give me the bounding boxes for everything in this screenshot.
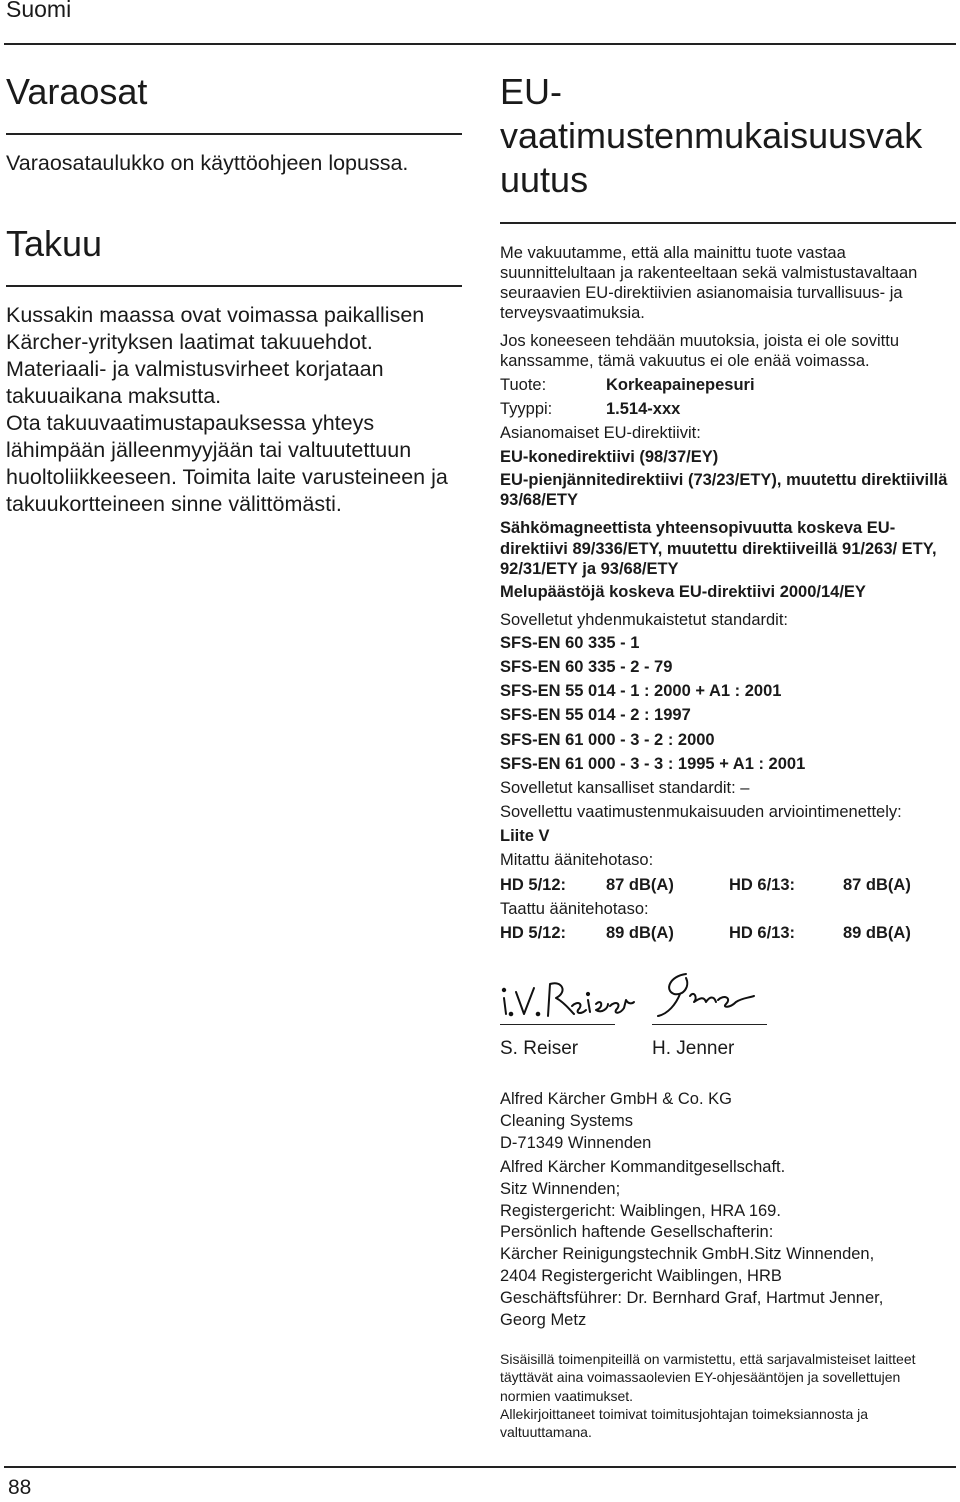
page-number: 88 <box>8 1476 32 1499</box>
standard-item: SFS-EN 55 014 - 2 : 1997 <box>500 706 691 724</box>
signature-line-2 <box>652 1024 767 1025</box>
declaration-intro: Me vakuutamme, että alla mainittu tuote vastaa suunnittelultaan ja rakenteeltaan sekä valmistustavaltaan seuraavien EU-direktiivien asianomaisia turvallisuus- ja terveysvaatimuksia. <box>500 244 918 322</box>
measured-label: Mitattu äänitehotaso: <box>500 851 654 869</box>
declaration-title: EU- vaatimustenmukaisuusvak uutus <box>500 71 923 200</box>
warranty-rule <box>6 285 462 287</box>
directive-emc: Sähkömagneettista yhteensopivuutta koskeva EU-direktiivi 89/336/ETY, muutettu direktiiveillä 91/263/ ETY, 92/31/ETY ja 93/68/ETY <box>500 519 937 578</box>
product-label: Tuote: <box>500 376 547 394</box>
spares-rule <box>6 133 462 135</box>
directive-machinery: EU-konedirektiivi (98/37/EY) <box>500 448 719 466</box>
standard-item: SFS-EN 60 335 - 2 - 79 <box>500 658 673 676</box>
national-standards: Sovelletut kansalliset standardit: – <box>500 779 750 797</box>
directive-noise: Melupäästöjä koskeva EU-direktiivi 2000/14/EY <box>500 583 866 601</box>
footer-rule <box>4 1466 956 1468</box>
product-value: Korkeapainepesuri <box>606 376 755 394</box>
declaration-validity: Jos koneeseen tehdään muutoksia, joista ei ole sovittu kanssamme, tämä vakuutus ei ole enää voimassa. <box>500 332 899 370</box>
measured-row: HD 5/12: 87 dB(A) HD 6/13: 87 dB(A) <box>500 876 911 894</box>
header-rule <box>4 43 956 45</box>
standard-item: SFS-EN 61 000 - 3 - 3 : 1995 + A1 : 2001 <box>500 755 806 773</box>
warranty-paragraph-1: Kussakin maassa ovat voimassa paikallisen Kärcher-yrityksen laatimat takuuehdot. Materiaali- ja valmistusvirheet korjataan takuuaikana maksutta. <box>6 303 425 408</box>
warranty-heading: Takuu <box>6 223 103 264</box>
type-label: Tyyppi: <box>500 400 553 418</box>
guaranteed-label: Taattu äänitehotaso: <box>500 900 649 918</box>
declaration-rule <box>500 222 956 224</box>
standard-item: SFS-EN 55 014 - 1 : 2000 + A1 : 2001 <box>500 682 782 700</box>
footnote-authority: Allekirjoittaneet toimivat toimitusjohtajan toimeksiannosta ja valtuuttamana. <box>500 1405 869 1441</box>
directives-label: Asianomaiset EU-direktiivit: <box>500 424 701 442</box>
procedure-value: Liite V <box>500 827 550 845</box>
type-row <box>500 398 680 420</box>
guaranteed-row: HD 5/12: 89 dB(A) HD 6/13: 89 dB(A) <box>500 924 911 942</box>
warranty-body <box>6 302 466 518</box>
standard-item: SFS-EN 61 000 - 3 - 2 : 2000 <box>500 731 715 749</box>
directive-low-voltage: EU-pienjännitedirektiivi (73/23/ETY), muutettu direktiivillä 93/68/ETY <box>500 471 948 509</box>
spares-text: Varaosataulukko on käyttöohjeen lopussa. <box>6 151 409 175</box>
signature-jenner <box>650 968 760 1022</box>
standard-item: SFS-EN 60 335 - 1 <box>500 634 640 652</box>
signatory-name-2: H. Jenner <box>652 1038 735 1059</box>
product-row <box>500 374 755 396</box>
procedure-label: Sovellettu vaatimustenmukaisuuden arviointimenettely: <box>500 803 902 821</box>
type-value: 1.514-xxx <box>606 400 681 418</box>
footnote-quality: Sisäisillä toimenpiteillä on varmistettu, että sarjavalmisteiset laitteet täyttävät aina voimassaolevien EY-ohjesääntöjen ja sovellettujen normien vaatimukset. <box>500 1351 916 1404</box>
standards-label: Sovelletut yhdenmukaistetut standardit: <box>500 611 789 629</box>
warranty-paragraph-2: Ota takuuvaatimustapauksessa yhteys lähimpään jälleenmyyjään tai valtuutettuun huoltoliikkeeseen. Toimita laite varusteineen ja takuukortteineen sinne välittömästi. <box>6 411 448 516</box>
company-register: Alfred Kärcher Kommanditgesellschaft. Sitz Winnenden; Registergericht: Waiblingen, HRA 169. Persönlich haftende Gesellschafterin: Kärcher Reinigungstechnik GmbH.Sitz Winnenden, 2404 Registergericht Waiblingen, HRB Geschäftsführer: Dr. Bernhard Graf, Hartmut Jenner, Georg Metz <box>500 1158 884 1329</box>
spares-heading: Varaosat <box>6 71 148 112</box>
signature-line-1 <box>500 1024 615 1025</box>
signatory-name-1: S. Reiser <box>500 1038 579 1059</box>
company-address: Alfred Kärcher GmbH & Co. KG Cleaning Systems D-71349 Winnenden <box>500 1090 732 1152</box>
signature-reiser <box>498 970 638 1022</box>
header-language: Suomi <box>6 0 72 22</box>
footnote <box>500 1350 940 1441</box>
